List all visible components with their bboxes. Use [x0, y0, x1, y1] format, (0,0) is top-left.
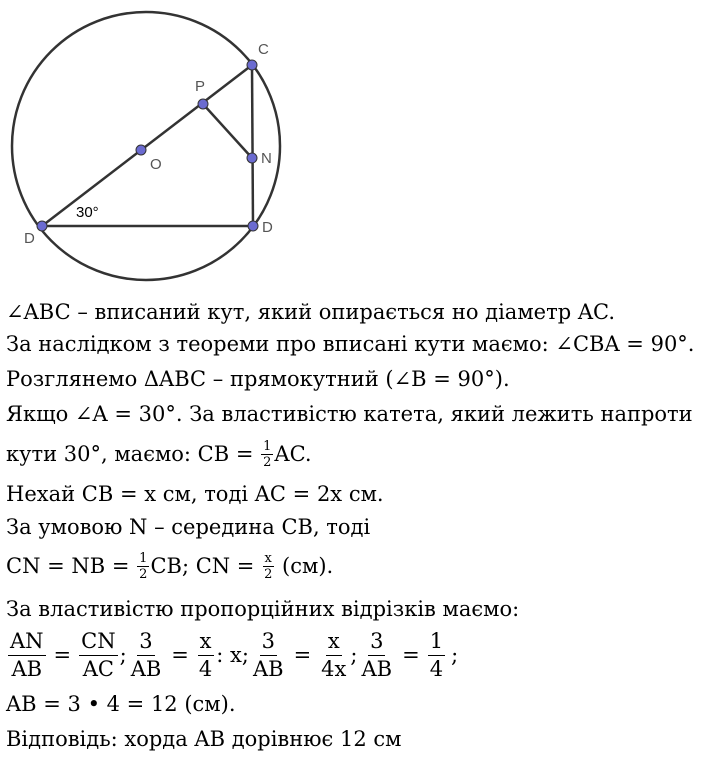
- line-8-mid: CB; CN =: [150, 554, 262, 578]
- equals-sign: =: [402, 643, 420, 667]
- line-5-pre: кути 30°, маємо: CB =: [6, 442, 261, 466]
- fraction-an-ab: $\frac{AN}{AB}$: [10, 628, 44, 681]
- fraction-1-4: $\frac{1}{4}$: [429, 628, 444, 681]
- text-line-12: [6, 726, 401, 752]
- semicolon: ;: [119, 643, 127, 667]
- label-d-right: D: [262, 219, 273, 236]
- label-d-left: D: [24, 230, 35, 247]
- text-line-2: [6, 331, 694, 357]
- label-p: P: [195, 78, 206, 95]
- proportion-line: [6, 626, 458, 684]
- line-3-text: Розглянемо ΔABC – прямокутний (∠B = 90°).: [6, 367, 510, 391]
- fraction-one-half: $\frac{1}{2}$: [139, 550, 148, 582]
- text-line-11: [6, 691, 236, 717]
- line-1-text: ∠ABC – вписаний кут, який опирається но діаметр AC.: [6, 300, 615, 324]
- point-o: [136, 145, 146, 155]
- fraction-one-half: $\frac{1}{2}$: [263, 438, 272, 470]
- line-8-post: (см).: [275, 554, 334, 578]
- point-n: [247, 153, 257, 163]
- fraction-x-4: $\frac{x}{4}$: [198, 628, 213, 681]
- line-7-text: За умовою N – середина CB, тоді: [6, 515, 371, 539]
- point-p: [198, 99, 208, 109]
- semicolon: ;: [451, 643, 459, 667]
- fraction-x-4x: $\frac{x}{4x}$: [321, 628, 347, 681]
- text-line-1: [6, 299, 615, 325]
- fraction-x-over-2: $\frac{x}{2}$: [264, 550, 273, 582]
- fraction-3-ab: $\frac{3}{AB}$: [252, 628, 284, 681]
- equals-sign: =: [53, 643, 72, 667]
- label-c: C: [258, 41, 269, 58]
- text-line-4: [6, 401, 693, 427]
- chord-cd: [252, 65, 253, 226]
- line-5-post: AC.: [274, 442, 312, 466]
- chord-dc: [42, 65, 252, 226]
- label-o: O: [150, 156, 162, 173]
- line-11-text: AB = 3 • 4 = 12 (см).: [6, 692, 236, 716]
- fraction-3-ab: $\frac{3}{AB}$: [130, 628, 162, 681]
- text-line-7: [6, 514, 370, 540]
- line-2-text: За наслідком з теореми про вписані кути маємо: ∠CBA = 90°.: [6, 332, 695, 356]
- line-8-pre: CN = NB =: [6, 554, 137, 578]
- fraction-3-ab: $\frac{3}{AB}$: [361, 628, 393, 681]
- line-6-text: Нехай CB = x см, тоді AC = 2x см.: [6, 482, 384, 506]
- point-c: [247, 60, 257, 70]
- point-d-right: [248, 221, 258, 231]
- fraction-cn-ac: $\frac{CN}{AC}$: [81, 628, 116, 681]
- label-n: N: [261, 150, 272, 167]
- point-d-left: [37, 221, 47, 231]
- text-line-9: [6, 596, 519, 622]
- semicolon: ;: [350, 643, 358, 667]
- geometry-figure: [0, 0, 330, 290]
- text-line-6: [6, 481, 384, 507]
- equals-sign: =: [293, 643, 312, 667]
- text-line-8: [6, 548, 333, 584]
- segment-pn: [203, 104, 252, 158]
- equals-sign: =: [171, 643, 189, 667]
- text-line-3: [6, 366, 510, 392]
- answer-text: Відповідь: хорда AB дорівнює 12 см: [6, 727, 402, 751]
- colon-x: : x;: [216, 643, 249, 667]
- angle-label: 30°: [76, 204, 99, 221]
- line-9-text: За властивістю пропорційних відрізків маємо:: [6, 597, 520, 621]
- line-4-text: Якщо ∠A = 30°. За властивістю катета, який лежить напроти: [6, 402, 693, 426]
- text-line-5: [6, 436, 312, 472]
